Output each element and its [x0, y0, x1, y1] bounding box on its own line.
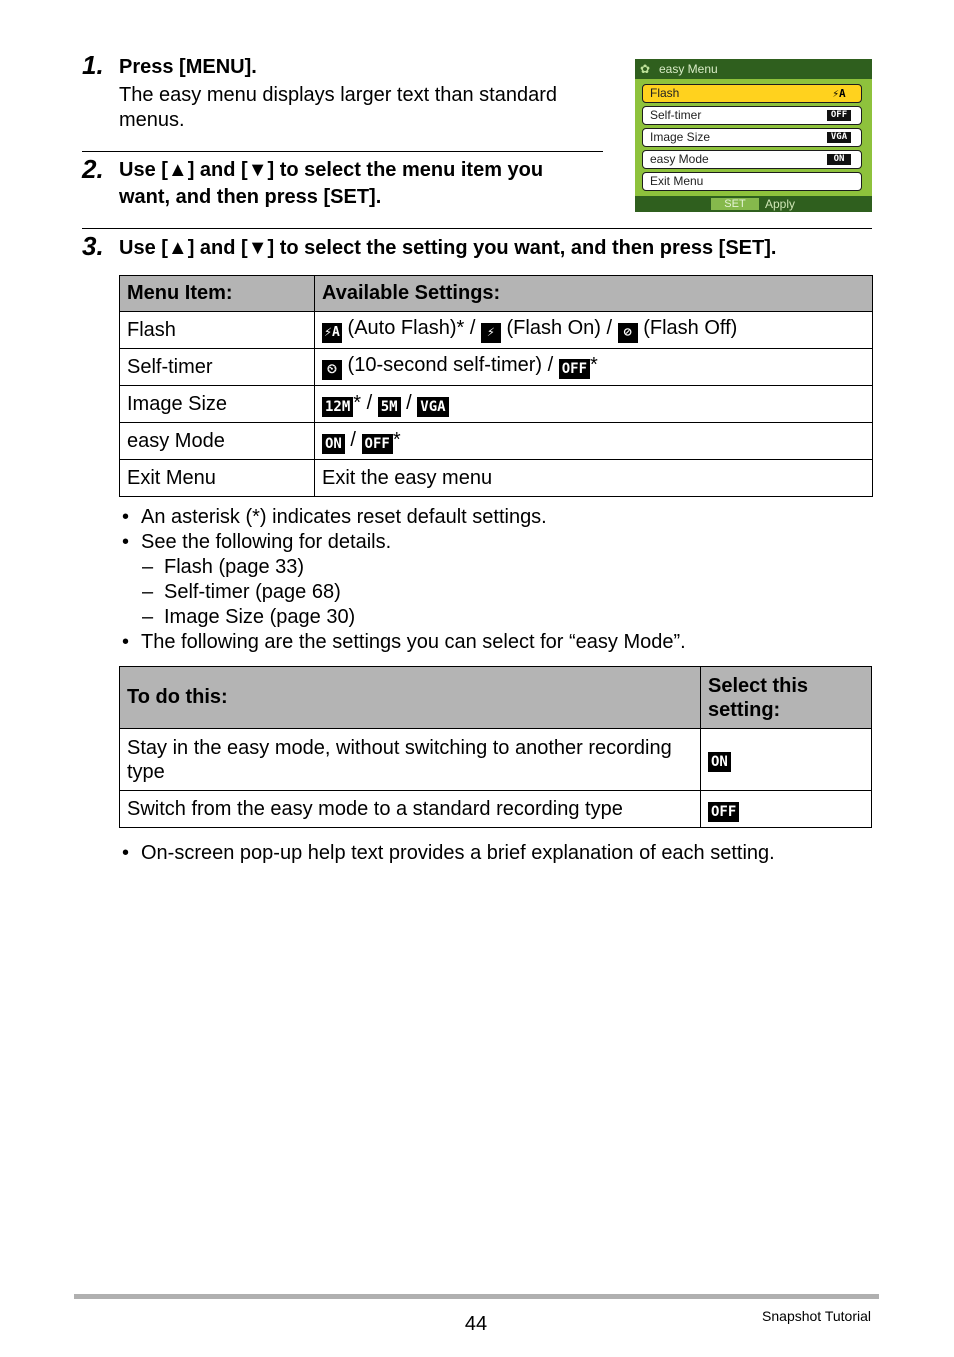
table-header: To do this: — [120, 667, 701, 729]
list-item: – Self-timer (page 68) — [142, 581, 341, 603]
up-arrow-icon: ▲ — [167, 237, 188, 259]
auto-flash-icon: ⚡A — [827, 88, 851, 99]
footer-rule — [74, 1294, 879, 1299]
camera-menu-item-self-timer: Self-timer OFF — [642, 106, 862, 125]
camera-menu-item-exit-menu: Exit Menu — [642, 172, 862, 191]
step-3-number: 3. — [82, 231, 104, 261]
camera-menu-item-flash: Flash ⚡A — [642, 84, 862, 103]
step-3-title: Use [▲] and [▼] to select the setting you want, and then press [SET]. — [119, 237, 777, 259]
list-item: • See the following for details. — [122, 531, 392, 553]
menu-settings-table — [119, 275, 873, 497]
auto-flash-icon: ⚡A — [322, 323, 342, 343]
list-item: • On-screen pop-up help text provides a brief explanation of each setting. — [122, 842, 775, 864]
flash-on-icon: ⚡ — [481, 323, 501, 343]
table-header: Select this setting: — [701, 667, 872, 729]
set-key-label: SET — [711, 198, 759, 210]
step-1-body: The easy menu displays larger text than standard menus. — [119, 84, 558, 131]
on-icon: ON — [322, 434, 345, 454]
vga-icon: VGA — [827, 132, 851, 143]
table-row: Flash ⚡A (Auto Flash)* / ⚡ (Flash On) / ⊘ (Flash Off) — [120, 312, 873, 349]
12m-size-icon: 12M — [322, 397, 353, 417]
notes-list — [122, 841, 775, 866]
vga-size-icon: VGA — [417, 397, 448, 417]
on-icon: ON — [708, 752, 731, 772]
page-number: 44 — [464, 1313, 488, 1335]
section-title: Snapshot Tutorial — [762, 1308, 871, 1324]
camera-easy-menu-screen — [635, 59, 872, 212]
easy-mode-table — [119, 666, 872, 828]
divider — [82, 228, 872, 229]
table-row: easy Mode ON / OFF * — [120, 423, 873, 460]
flash-off-icon: ⊘ — [618, 323, 638, 343]
off-icon: OFF — [559, 359, 590, 379]
step-2-number: 2. — [82, 154, 104, 184]
down-arrow-icon: ▼ — [247, 159, 268, 181]
self-timer-icon: ⏲ — [322, 360, 342, 380]
table-row: Stay in the easy mode, without switching to another recording type ON — [120, 729, 872, 791]
list-item: – Flash (page 33) — [142, 556, 305, 578]
table-header: Available Settings: — [315, 276, 873, 312]
camera-menu-item-image-size: Image Size VGA — [642, 128, 862, 147]
divider — [82, 151, 603, 152]
list-item: – Image Size (page 30) — [142, 606, 356, 628]
clover-icon: ✿ — [640, 62, 651, 76]
step-1-number: 1. — [82, 50, 104, 80]
list-item: • The following are the settings you can select for “easy Mode”. — [122, 631, 686, 653]
list-item: • An asterisk (*) indicates reset default settings. — [122, 506, 547, 528]
up-arrow-icon: ▲ — [167, 159, 188, 181]
off-icon: OFF — [362, 434, 393, 454]
table-row: Exit Menu Exit the easy menu — [120, 460, 873, 497]
off-icon: OFF — [708, 802, 739, 822]
table-row: Switch from the easy mode to a standard recording type OFF — [120, 791, 872, 828]
5m-size-icon: 5M — [378, 397, 401, 417]
on-icon: ON — [827, 154, 851, 165]
off-icon: OFF — [827, 110, 851, 121]
table-row: Image Size 12M * / 5M / VGA — [120, 386, 873, 423]
notes-list — [122, 505, 686, 655]
camera-menu-title-bar: ✿ easy Menu — [635, 59, 872, 79]
table-row: Self-timer ⏲ (10-second self-timer) / OFF * — [120, 349, 873, 386]
camera-menu-footer: SET Apply — [635, 196, 872, 212]
step-1-title: Press [MENU]. — [119, 56, 257, 78]
camera-menu-item-easy-mode: easy Mode ON — [642, 150, 862, 169]
table-header: Menu Item: — [120, 276, 315, 312]
down-arrow-icon: ▼ — [247, 237, 268, 259]
step-2-title: Use [▲] and [▼] to select the menu item you want, and then press [SET]. — [119, 159, 544, 208]
